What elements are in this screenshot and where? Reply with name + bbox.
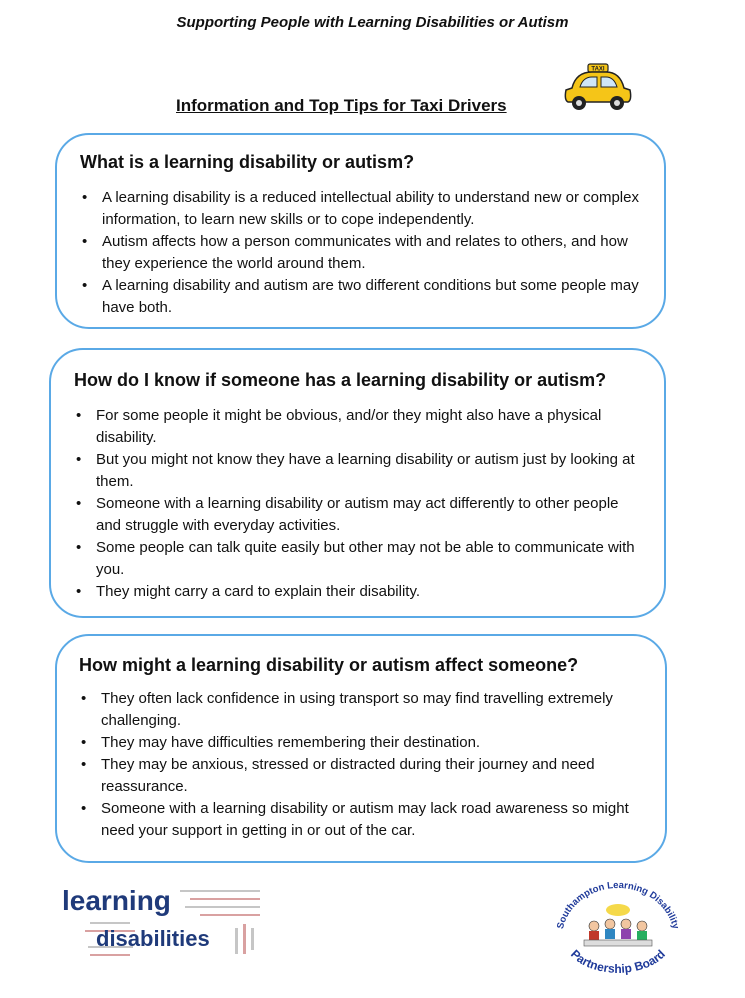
section-heading: What is a learning disability or autism? xyxy=(80,152,415,172)
list-item: • They may have difficulties remembering their destination. xyxy=(79,732,653,754)
list-item: • Someone with a learning disability or autism may lack road awareness so might need your support in getting in or out of the car. xyxy=(79,798,653,842)
logo-text-southampton: Southampton Learning Disability xyxy=(554,879,682,931)
list-item: • They may be anxious, stressed or distracted during their journey and need reassurance. xyxy=(79,754,653,798)
svg-text:Partnership Board xyxy=(568,947,668,976)
list-item: • For some people it might be obvious, and/or they might also have a physical disability. xyxy=(74,405,644,449)
list-item: • They often lack confidence in using transport so may find travelling extremely challenging. xyxy=(79,688,653,732)
logo-text-partnership: Partnership Board xyxy=(568,946,668,976)
partnership-board-logo xyxy=(548,878,688,986)
taxi-sign-text: TAXI xyxy=(591,66,605,73)
people-around-table-icon xyxy=(584,904,652,946)
list-item: • A learning disability and autism are two different conditions but some people may have both. xyxy=(80,275,650,319)
section-how-might-affect xyxy=(55,634,667,863)
section-what-is xyxy=(55,133,666,329)
taxi-car-icon xyxy=(562,62,634,114)
document-subtitle: Information and Top Tips for Taxi Drivers xyxy=(176,96,507,115)
bullet-list xyxy=(80,187,650,319)
bullet-list xyxy=(79,688,653,842)
logo-text-learning: learning xyxy=(62,885,171,916)
list-item: • They might carry a card to explain their disability. xyxy=(74,581,644,603)
list-item: • But you might not know they have a learning disability or autism just by looking at them. xyxy=(74,449,644,493)
bullet-list xyxy=(74,405,644,603)
section-heading: How do I know if someone has a learning disability or autism? xyxy=(74,370,607,390)
list-item: • Someone with a learning disability or autism may act differently to other people and struggle with everyday activities. xyxy=(74,493,644,537)
list-item: • Some people can talk quite easily but other may not be able to communicate with you. xyxy=(74,537,644,581)
learning-disabilities-logo xyxy=(60,884,270,960)
list-item: • Autism affects how a person communicates with and relates to others, and how they experience the world around them. xyxy=(80,231,650,275)
document-header: Supporting People with Learning Disabilities or Autism xyxy=(176,14,569,31)
section-heading: How might a learning disability or autism affect someone? xyxy=(79,655,579,675)
section-how-do-i-know xyxy=(49,348,666,618)
logo-text-disabilities: disabilities xyxy=(96,926,210,951)
list-item: • A learning disability is a reduced intellectual ability to understand new or complex information, to learn new skills or to cope independently. xyxy=(80,187,650,231)
